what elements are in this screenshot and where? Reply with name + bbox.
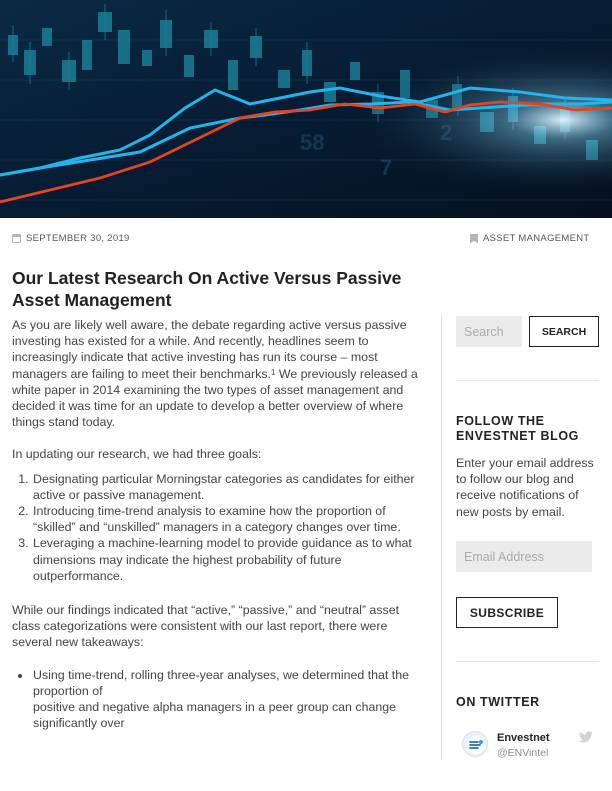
follow-widget-title: FOLLOW THE ENVESTNET BLOG — [456, 414, 579, 443]
twitter-account-handle[interactable]: @ENVintel — [497, 747, 549, 759]
post-category[interactable] — [470, 233, 590, 244]
twitter-widget-title: ON TWITTER — [456, 695, 540, 709]
sidebar-divider — [441, 314, 442, 760]
intro-paragraph — [12, 317, 424, 430]
post-date-text: SEPTEMBER 30, 2019 — [26, 233, 130, 244]
twitter-account-name[interactable]: Envestnet — [497, 732, 550, 744]
search-button[interactable]: SEARCH — [529, 316, 599, 347]
twitter-account[interactable] — [462, 731, 604, 763]
goals-intro: In updating our research, we had three goals: — [12, 447, 262, 462]
post-title: Our Latest Research On Active Versus Passive Asset Management — [12, 268, 402, 310]
footnote-ref[interactable]: 1 — [270, 367, 276, 377]
email-field[interactable] — [456, 541, 592, 572]
hero-image — [0, 0, 612, 218]
sidebar-separator — [456, 661, 599, 662]
takeaways-list — [32, 667, 424, 732]
post-date — [12, 233, 130, 244]
post-category-link[interactable]: ASSET MANAGEMENT — [483, 233, 590, 244]
calendar-icon — [12, 234, 21, 243]
takeaway-item: • Using time-trend, rolling three-year analyses, we determined that the proportion of positive and negative alpha managers in a peer group can change significantly over — [32, 667, 424, 732]
article-body — [12, 317, 424, 731]
goals-list — [32, 471, 424, 584]
subscribe-button[interactable]: SUBSCRIBE — [456, 597, 558, 628]
goal-item: 3. Leveraging a machine-learning model to provide guidance as to what dimensions may indicate the highest probability of future outperformance. — [32, 535, 424, 584]
follow-description: Enter your email address to follow our blog and receive notifications of new posts by email. — [456, 456, 594, 519]
goal-item: 1. Designating particular Morningstar categories as candidates for either active or passive management. — [32, 471, 424, 503]
findings-intro: While our findings indicated that “active,” “passive,” and “neutral” asset class categorizations were consistent with our last report, there were several new takeaways: — [12, 603, 400, 650]
hero-chart-graphic — [0, 0, 612, 218]
envestnet-logo — [463, 732, 488, 757]
sidebar-separator — [456, 380, 599, 381]
intro-text: As you are likely well aware, the debate regarding active versus passive investing has existed for a while. And recently, headlines seem to increasingly indicate that active investing has run its course – most managers are failing to meet their benchmarks. — [12, 318, 407, 381]
search-input[interactable] — [456, 316, 522, 347]
intro-text-after: We previously released a white paper in 2014 examining the two types of asset management and decided it was time for an update to develop a better overview of where things stand today. — [12, 366, 418, 430]
bookmark-icon — [470, 234, 478, 244]
goal-item: 2. Introducing time-trend analysis to examine how the proportion of “skilled” and “unskilled” managers in a category changes over time. — [32, 503, 424, 535]
twitter-bird-icon[interactable] — [579, 731, 593, 743]
post-meta — [12, 233, 600, 247]
envestnet-avatar[interactable] — [462, 731, 488, 757]
